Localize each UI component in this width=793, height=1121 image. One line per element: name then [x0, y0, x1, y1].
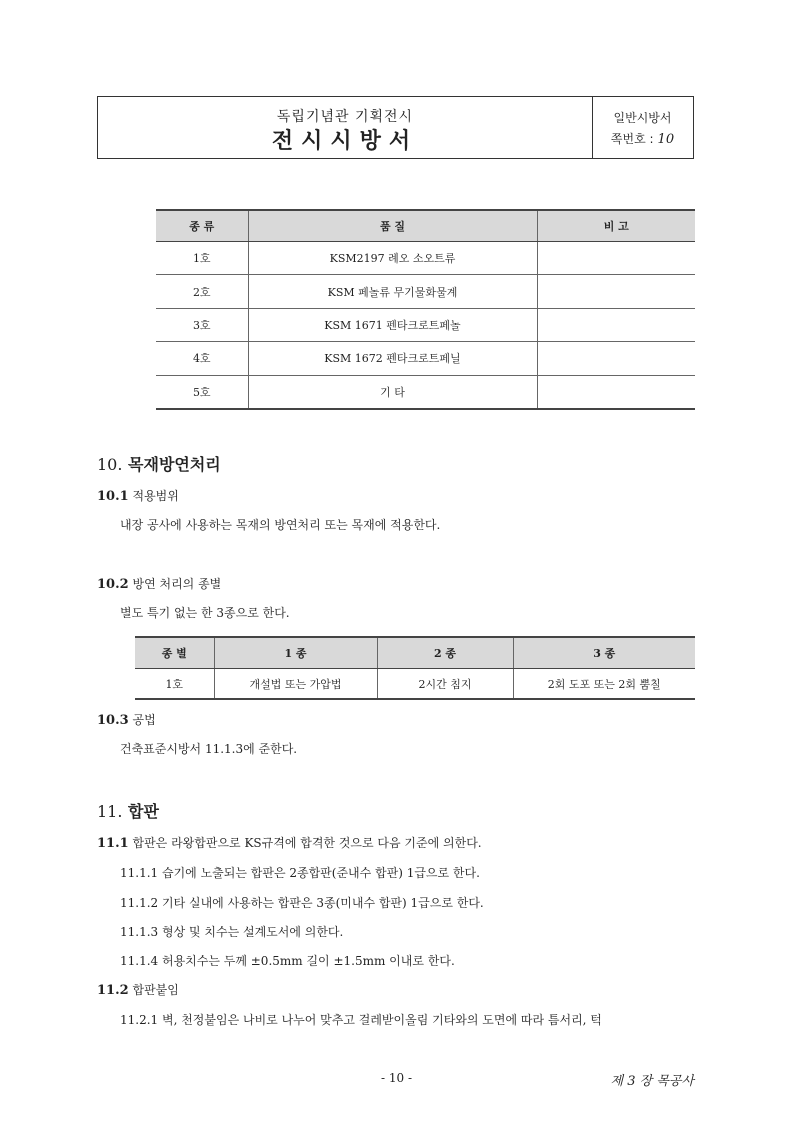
- list-item: 11.1.1 습기에 노출되는 합판은 2종합판(준내수 합판) 1급으로 한다.: [120, 866, 480, 880]
- section-heading-10: [97, 452, 221, 475]
- table-cell: [537, 242, 695, 275]
- list-item: 11.2.1 벽, 천정붙임은 나비로 나누어 맞추고 걸레받이올림 기타와의 도면에 따라 틈서리, 턱: [120, 1013, 602, 1027]
- page-number-value: 10: [657, 132, 675, 147]
- subsection-title: 방연 처리의 종별: [132, 577, 222, 591]
- subsection-number: 10.3: [97, 713, 129, 728]
- subsection-text: 합판은 라왕합판으로 KS규격에 합격한 것으로 다음 기준에 의한다.: [132, 836, 482, 850]
- list-item: 11.1.2 기타 실내에 사용하는 합판은 3종(미내수 합판) 1급으로 한다.: [120, 896, 484, 910]
- table-cell: 5호: [156, 375, 248, 409]
- section-title: 합판: [128, 802, 159, 821]
- table-cell: 4호: [156, 342, 248, 375]
- table-header-cell: 3 종: [513, 637, 695, 669]
- table-cell: KSM 페놀류 무기물화물계: [248, 275, 537, 308]
- table-cell: 3호: [156, 308, 248, 341]
- paragraph-10-1: 내장 공사에 사용하는 목재의 방연처리 또는 목재에 적용한다.: [120, 518, 441, 532]
- paragraph-10-3: 건축표준시방서 11.1.3에 준한다.: [120, 742, 298, 756]
- subsection-title: 적용범위: [132, 489, 179, 503]
- table-cell: 1호: [156, 242, 248, 275]
- subsection-heading-11-1: [97, 834, 482, 851]
- table-header-cell: 2 종: [377, 637, 513, 669]
- table-cell: [537, 375, 695, 409]
- table-cell: [537, 275, 695, 308]
- table-cell: [537, 308, 695, 341]
- footer-chapter: 제 3 장 목공사: [610, 1074, 694, 1089]
- section-title: 목재방연처리: [128, 455, 221, 474]
- table-cell: 2회 도포 또는 2회 뿜칠: [513, 669, 695, 700]
- section-number: 10.: [97, 455, 123, 474]
- table-cell: 2호: [156, 275, 248, 308]
- table-cell: 기 타: [248, 375, 537, 409]
- section-heading-11: [97, 799, 159, 822]
- subsection-heading-10-3: [97, 711, 156, 728]
- table-cell: 1호: [135, 669, 214, 700]
- subsection-number: 10.2: [97, 577, 129, 592]
- preservative-types-table: [156, 209, 695, 410]
- subsection-heading-10-2: [97, 575, 221, 592]
- header-divider: [592, 97, 593, 158]
- header-doc-type: 일반시방서: [613, 111, 672, 125]
- document-header: [97, 96, 694, 159]
- table-row: [156, 375, 695, 409]
- table-header-cell: 1 종: [214, 637, 377, 669]
- table-header-row: [156, 210, 695, 242]
- subsection-title: 합판붙임: [132, 983, 179, 997]
- table-header-cell: 품 질: [248, 210, 537, 242]
- header-page-number: [592, 130, 693, 147]
- table-header-cell: 종 별: [135, 637, 214, 669]
- table-row: [156, 308, 695, 341]
- table-row: [156, 275, 695, 308]
- fire-treatment-class-table: [135, 636, 695, 700]
- list-item: 11.1.3 형상 및 치수는 설계도서에 의한다.: [120, 925, 344, 939]
- paragraph-10-2: 별도 특기 없는 한 3종으로 한다.: [120, 606, 290, 620]
- subsection-number: 11.2: [97, 983, 129, 998]
- list-item: 11.1.4 허용치수는 두께 ±0.5mm 길이 ±1.5mm 이내로 한다.: [120, 954, 455, 968]
- table-cell: KSM 1671 펜타크로트페놀: [248, 308, 537, 341]
- header-title: 전시시방서: [271, 129, 419, 154]
- table-header-cell: 비 고: [537, 210, 695, 242]
- section-number: 11.: [97, 802, 123, 821]
- table-row: [135, 669, 695, 700]
- subsection-heading-10-1: [97, 487, 179, 504]
- subsection-number: 10.1: [97, 489, 129, 504]
- subsection-number: 11.1: [97, 836, 129, 851]
- header-subtitle: 독립기념관 기획전시: [276, 109, 414, 125]
- table-cell: [537, 342, 695, 375]
- table-cell: KSM2197 례오 소오트류: [248, 242, 537, 275]
- page-label: 쪽번호 :: [610, 132, 654, 146]
- table-header-row: [135, 637, 695, 669]
- footer-page-number: - 10 -: [380, 1071, 412, 1085]
- table-row: [156, 242, 695, 275]
- table-row: [156, 342, 695, 375]
- table-cell: KSM 1672 펜타크로트페닐: [248, 342, 537, 375]
- table-cell: 개설법 또는 가압법: [214, 669, 377, 700]
- table-cell: 2시간 침지: [377, 669, 513, 700]
- table-header-cell: 종 류: [156, 210, 248, 242]
- subsection-heading-11-2: [97, 981, 179, 998]
- subsection-title: 공법: [132, 713, 156, 727]
